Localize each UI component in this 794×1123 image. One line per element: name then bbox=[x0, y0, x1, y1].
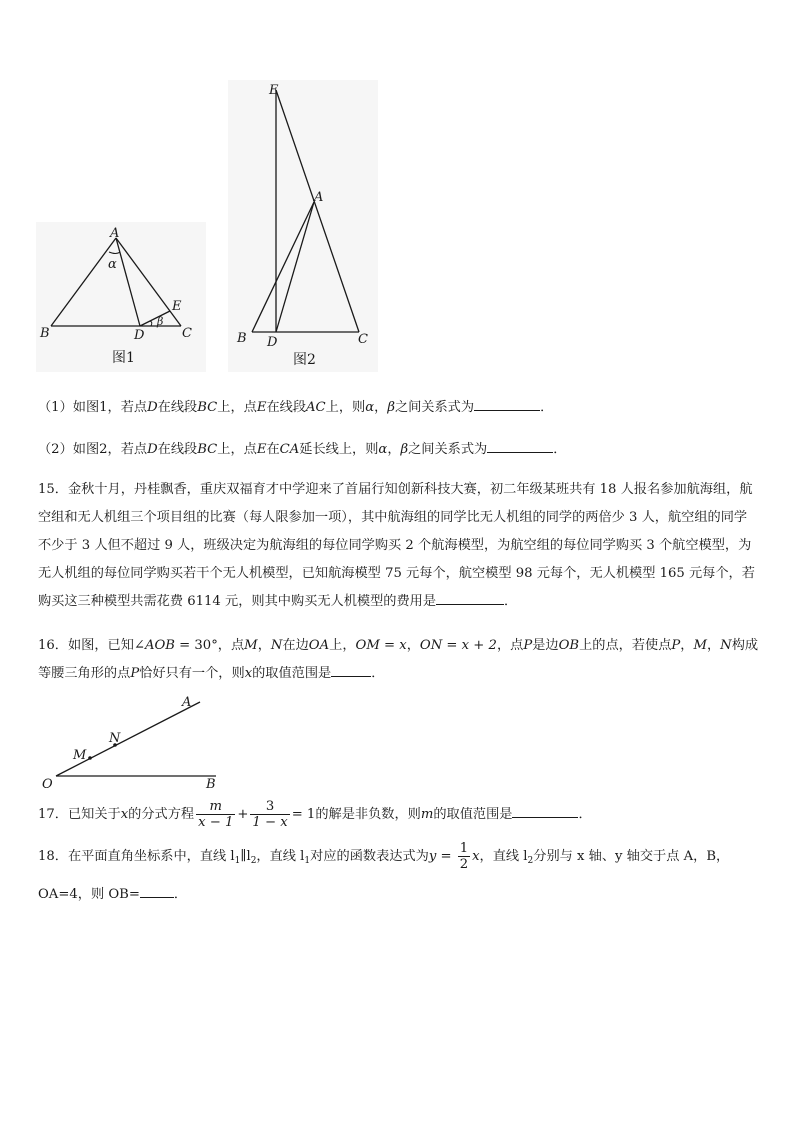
text: = 1 bbox=[291, 807, 316, 822]
fig3-label-n: N bbox=[109, 731, 121, 746]
text: = 30°，点 bbox=[174, 638, 245, 653]
segment-bc: BC bbox=[197, 442, 218, 457]
text: ，直线 l bbox=[256, 849, 305, 864]
text: ， bbox=[680, 638, 694, 653]
text: ． bbox=[173, 887, 188, 902]
text: ． bbox=[371, 666, 385, 681]
expr-om: OM = x bbox=[355, 638, 407, 653]
text: 上的点，若使点 bbox=[579, 638, 672, 653]
text: 延长线上，则 bbox=[299, 442, 379, 457]
fig3-label-o: O bbox=[42, 777, 53, 792]
ray-ob: OB bbox=[558, 638, 580, 653]
fig1-label-b: B bbox=[40, 326, 50, 341]
point-m: M bbox=[244, 638, 258, 653]
text: ． bbox=[540, 400, 554, 415]
figure-2 bbox=[228, 80, 378, 372]
var-x: x bbox=[120, 807, 129, 822]
point-d: D bbox=[147, 400, 158, 415]
fig2-label-e: E bbox=[269, 83, 279, 98]
text: 18．在平面直角坐标系中，直线 l bbox=[38, 849, 235, 864]
fraction-numerator: m bbox=[209, 799, 222, 814]
question-17 bbox=[38, 798, 760, 832]
text: ∥l bbox=[240, 849, 251, 864]
text: ，点 bbox=[496, 638, 524, 653]
text: 上，则 bbox=[325, 400, 366, 415]
point-n: N bbox=[720, 638, 732, 653]
text: 在线段 bbox=[157, 400, 198, 415]
point-p: P bbox=[523, 638, 533, 653]
subscript: 1 bbox=[304, 856, 311, 866]
equals-sign: = bbox=[436, 849, 456, 864]
question-16 bbox=[38, 632, 760, 688]
question-14-part-1 bbox=[38, 394, 760, 422]
point-p: P bbox=[671, 638, 681, 653]
angle-beta: β bbox=[387, 400, 395, 415]
fraction-numerator: 3 bbox=[265, 799, 275, 814]
fraction-denominator: x − 1 bbox=[198, 815, 234, 830]
fig2-label-c: C bbox=[358, 332, 368, 347]
question-14-part-2 bbox=[38, 436, 760, 464]
point-d: D bbox=[147, 442, 158, 457]
text: ， bbox=[374, 400, 388, 415]
fraction-3-over-1-minus-x bbox=[250, 799, 289, 830]
text: 在 bbox=[266, 442, 280, 457]
text: 上，点 bbox=[217, 442, 257, 457]
text: ． bbox=[504, 594, 518, 609]
point-m: M bbox=[693, 638, 707, 653]
subscript: 2 bbox=[527, 856, 534, 866]
fraction-numerator: 1 bbox=[459, 841, 469, 856]
text: ，直线 l bbox=[479, 849, 528, 864]
question-18 bbox=[38, 840, 760, 912]
point-m-dot bbox=[88, 756, 92, 760]
fig3-label-b: B bbox=[206, 777, 216, 792]
text: ． bbox=[553, 442, 567, 457]
var-m: m bbox=[420, 807, 434, 822]
segment-ca: CA bbox=[279, 442, 300, 457]
subscript: 1 bbox=[234, 856, 241, 866]
figure-2-svg bbox=[228, 80, 378, 372]
fig1-caption: 图1 bbox=[112, 350, 135, 366]
subscript: 2 bbox=[250, 856, 257, 866]
text: 的解是非负数，则 bbox=[315, 807, 421, 822]
text: 分别与 x 轴、y 轴交于点 A，B， bbox=[533, 849, 730, 864]
point-n: N bbox=[270, 638, 283, 653]
text: OA=4，则 OB= bbox=[38, 887, 140, 902]
angle-beta: β bbox=[400, 442, 409, 457]
ray-oa: OA bbox=[308, 638, 330, 653]
text: ， bbox=[706, 638, 721, 653]
text: 之间关系式为 bbox=[408, 442, 488, 457]
text: ． bbox=[578, 807, 592, 822]
text: 对应的函数表达式为 bbox=[310, 849, 429, 864]
segment-bc: BC bbox=[197, 400, 218, 415]
fig2-label-d: D bbox=[267, 335, 278, 350]
text: 构成等腰三角形的点 bbox=[38, 638, 759, 681]
fraction-denominator: 1 − x bbox=[252, 815, 288, 830]
figure-3-svg bbox=[40, 694, 230, 794]
fig1-label-a: A bbox=[110, 226, 120, 241]
segment-ac: AC bbox=[306, 400, 326, 415]
var-y: y bbox=[428, 849, 437, 864]
figure-3 bbox=[40, 694, 230, 794]
fig1-label-beta: β bbox=[157, 315, 164, 328]
question-15 bbox=[38, 476, 760, 616]
text: 上， bbox=[329, 638, 356, 653]
text: 是边 bbox=[532, 638, 559, 653]
fig2-label-b: B bbox=[237, 331, 247, 346]
text: 的取值范围是 bbox=[252, 666, 332, 681]
text: ， bbox=[406, 638, 420, 653]
text: （1）如图1，若点 bbox=[38, 400, 148, 415]
text: （2）如图2，若点 bbox=[38, 442, 148, 457]
point-p: P bbox=[130, 666, 140, 681]
answer-blank[interactable] bbox=[140, 882, 174, 898]
text: 在边 bbox=[282, 638, 309, 653]
expr-on: ON = x + 2 bbox=[419, 638, 497, 653]
text: 16．如图，已知 bbox=[38, 638, 134, 653]
angle-alpha: α bbox=[378, 442, 388, 457]
angle-aob: ∠AOB bbox=[133, 638, 175, 653]
figure-1-svg bbox=[36, 222, 206, 372]
answer-blank[interactable] bbox=[331, 661, 371, 677]
text: 在线段 bbox=[157, 442, 198, 457]
fig3-label-a: A bbox=[182, 695, 192, 710]
point-e: E bbox=[256, 442, 267, 457]
fig1-label-d: D bbox=[134, 328, 145, 343]
fig2-caption: 图2 bbox=[293, 352, 316, 368]
fig1-label-e: E bbox=[172, 299, 182, 314]
text: 的取值范围是 bbox=[433, 807, 513, 822]
figure-1 bbox=[36, 222, 206, 372]
fraction-m-over-x-minus-1 bbox=[196, 799, 235, 830]
text: ， bbox=[387, 442, 401, 457]
answer-blank[interactable] bbox=[487, 437, 553, 453]
fraction-denominator: 2 bbox=[459, 857, 469, 872]
fraction-one-half bbox=[458, 841, 470, 872]
var-x: x bbox=[472, 849, 480, 864]
answer-blank[interactable] bbox=[436, 589, 504, 605]
text: 之间关系式为 bbox=[394, 400, 475, 415]
plus-sign: + bbox=[237, 807, 249, 822]
fig1-label-c: C bbox=[182, 326, 192, 341]
point-e: E bbox=[256, 400, 267, 415]
answer-blank[interactable] bbox=[512, 802, 578, 818]
angle-alpha: α bbox=[365, 400, 375, 415]
ray-oa bbox=[56, 702, 200, 776]
question-15-text: 15．金秋十月，丹桂飘香，重庆双福育才中学迎来了首届行知创新科技大赛，初二年级某班共有 18 人报名参加航海组，航空组和无人机组三个项目组的比赛（每人限参加一项），其中航海组的同学比无人机组的同学的两倍少 3 人，航空组的同学不少于 3 人但不超过 9 人，班级决定为航海组的每位同学购买 2 个航海模型，为航空组的每位同学购买 3 个航空模型，为无人机组的每位同学购买若干个无人机模型，已知航海模型 75 元每个，航空模型 98 元每个，无人机模型 165 元每个，若购买这三种模型共需花费 6114 元，则其中购买无人机模型的费用是 bbox=[38, 482, 755, 609]
text: ， bbox=[257, 638, 271, 653]
text: 上，点 bbox=[217, 400, 257, 415]
text: 在线段 bbox=[266, 400, 307, 415]
text: 17．已知关于 bbox=[38, 807, 121, 822]
text: 恰好只有一个，则 bbox=[139, 666, 245, 681]
fig1-label-alpha: α bbox=[108, 257, 117, 272]
answer-blank[interactable] bbox=[474, 395, 540, 411]
fig3-label-m: M bbox=[73, 748, 87, 763]
var-x: x bbox=[244, 666, 253, 681]
text: 的分式方程 bbox=[128, 807, 195, 822]
fig2-label-a: A bbox=[314, 190, 324, 205]
